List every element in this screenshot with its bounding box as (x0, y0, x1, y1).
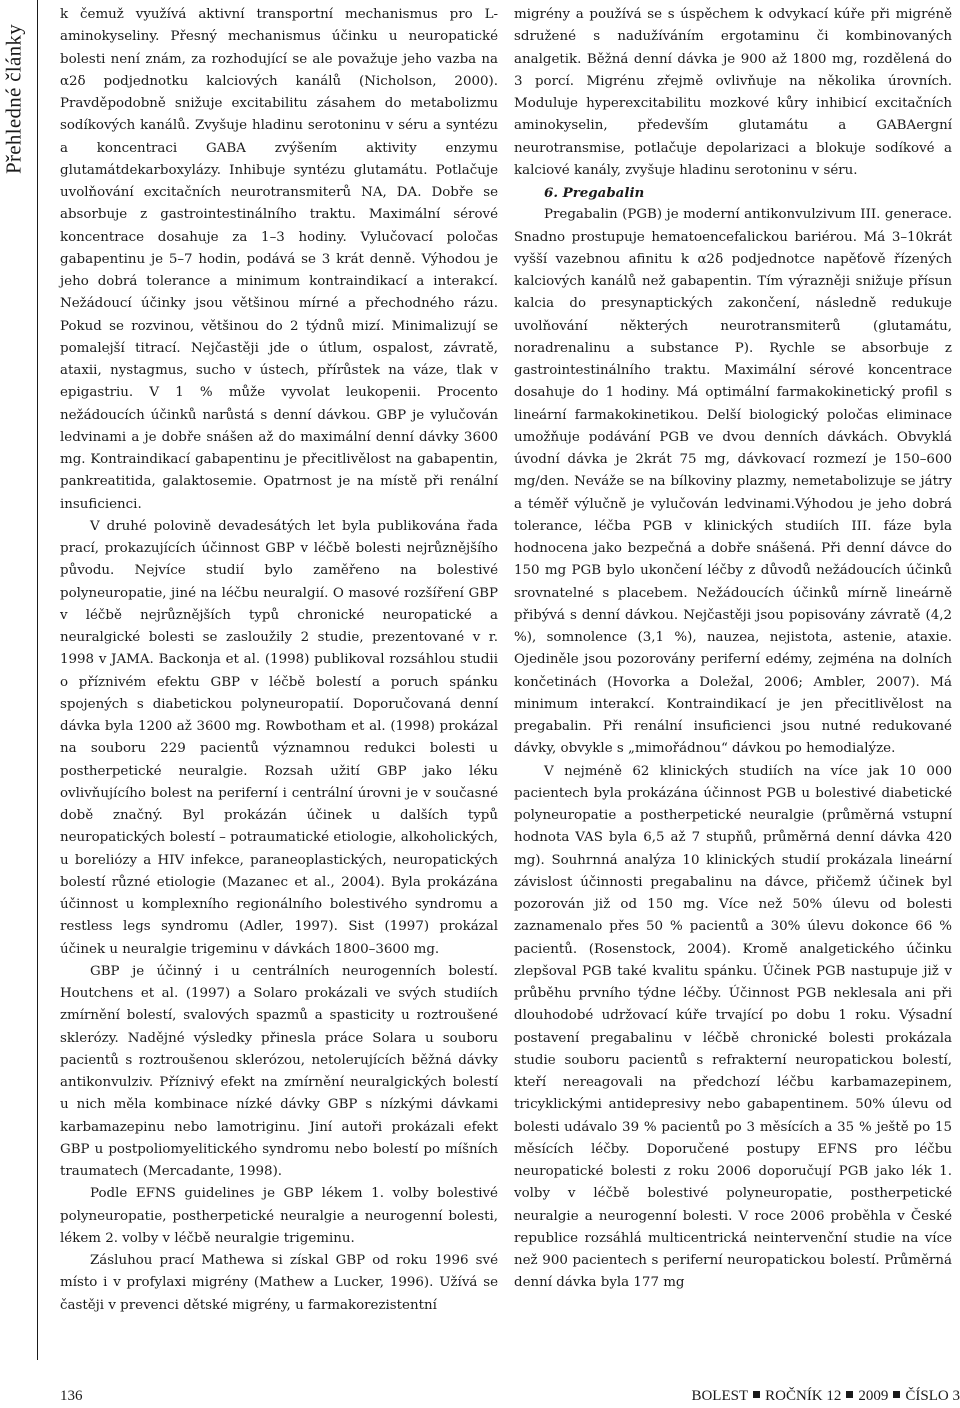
journal-year: 2009 (858, 1388, 889, 1404)
separator-square-icon (893, 1391, 900, 1398)
left-paragraph-5: Zásluhou prací Mathewa si získal GBP od roku 1996 své místo i v profylaxi migrény (Mathew a Lucker, 1996). Užívá se častěji v prevenci dětské migrény, u farmakorezistentní (60, 1253, 498, 1313)
journal-name: BOLEST (691, 1388, 749, 1404)
separator-square-icon (753, 1391, 760, 1398)
left-paragraph-3: GBP je účinný i u centrálních neurogenních bolestí. Houtchens et al. (1997) a Solaro prokázali ve svých studiích zmírnění bolestí, svalových spazmů a spasticity u roztroušené sklerózy. Nadějné výsledky přinesla práce Solara u souboru pacientů s roztroušenou sklerózou, netolerujících běžná dávky antikonvulziv. Příznivý efekt na zmírnění neuralgických bolestí u nich měla kombinace nízké dávky GBP s nízkými dávkami karbamazepinu nebo lamotriginu. Jiní autoři prokázali efekt GBP u postpoliomyelitického syndromu nebo bolestí po míšních traumatech (Mercadante, 1998). (60, 963, 498, 1179)
section-tab (0, 0, 28, 198)
section-tab-label: Přehledné články (1, 24, 26, 174)
section-divider-line (37, 0, 38, 1360)
right-intro-paragraph: migrény a používá se s úspěchem k odvykací kúře při migréně sdružené s nadužíváním ergotaminu či kombinovaných analgetik. Běžná denní dávka je 900 až 1800 mg, rozdělená do 3 porcí. Migrénu zřejmě ovlivňuje na několika úrovních. Moduluje hyperexcitabilitu mozkové kůry inhibicí excitačních aminokyselin, především glutamátu a GABAergní neurotransmise, potlačuje depolarizaci a blokuje sodíkové a kalciové kanály, zvyšuje hladinu serotoninu v séru. (514, 7, 952, 178)
journal-footer (691, 1388, 960, 1405)
left-column (60, 4, 498, 1317)
right-column (514, 4, 952, 1295)
left-paragraph-1: k čemuž využívá aktivní transportní mechanismus pro L-aminokyseliny. Přesný mechanismus účinku u neuropatické bolesti není znám, za rozhodující se ale považuje jeho vazba na α2δ podjednotku kalciových kanálů (Nicholson, 2000). Pravděpodobně snižuje excitabilitu zásahem do metabolizmu sodíkových kanálů. Zvyšuje hladinu serotoninu v séru a syntézu a koncentraci GABA zvýšením aktivity enzymu glutamátdekarboxylázy. Inhibuje syntézu glutamátu. Potlačuje uvolňování excitačních neurotransmiterů NA, DA. Dobře se absorbuje z gastrointestinálního traktu. Maximální sérové koncentrace dosahuje za 1–3 hodiny. Vylučovací poločas gabapentinu je 5–7 hodin, podává se 3 krát denně. Výhodou je jeho dobrá tolerance a minimum kontraindikací a interakcí. Nežádoucí účinky jsou většinou mírné a přechodného rázu. Pokud se rozvinou, většinou do 2 týdnů mizí. Minimalizují se pomalejší titrací. Nejčastěji jde o útlum, ospalost, závratě, ataxii, nystagmus, sucho v ústech, přírůstek na váze, tlak v epigastriu. V 1 % může vyvolat leukopenii. Procento nežádoucích účinků narůstá s denní dávkou. GBP je vylučován ledvinami a je dobře snášen až do maximální denní dávky 3600 mg. Kontraindikací gabapentinu je přecitlivělost na gabapentin, pankreatitida, galaktosemie. Opatrnost je na místě při renální insuficienci. (60, 7, 498, 512)
page-number: 136 (60, 1388, 83, 1404)
left-paragraph-4: Podle EFNS guidelines je GBP lékem 1. volby bolestivé polyneuropatie, postherpetické neuralgie a neurogenní bolesti, lékem 2. volby v léčbě neuralgie trigeminu. (60, 1186, 498, 1246)
journal-issue: ČÍSLO 3 (905, 1388, 960, 1404)
right-paragraph-2: V nejméně 62 klinických studiích na více jak 10 000 pacientech byla prokázána účinnost PGB u bolestivé diabetické polyneuropatie a postherpetické neuralgie (průměrná vstupní hodnota VAS byla 6,5 až 7 stupňů, průměrná denní dávka 420 mg). Souhrnná analýza 10 klinických studií prokázala lineární závislost účinnosti pregabalinu na dávce, přičemž účinek byl pozorován již od 150 mg. Více než 50% úlevu od bolesti zaznamenalo přes 50 % pacientů a 30% úlevu dokonce 66 % pacientů. (Rosenstock, 2004). Kromě analgetického účinku zlepšoval PGB také kvalitu spánku. Účinek PGB nastupuje již v průběhu prvního týdne léčby. Účinnost PGB neklesala ani při dlouhodobé udržovací kúře trvající po dobu 1 roku. Výsadní postavení pregabalinu v léčbě chronické bolesti prokázala studie souboru pacientů s refrakterní neuropatickou bolestí, kteří nereagovali na předchozí léčbu karbamazepinem, tricyklickými antidepresivy nebo gabapentinem. 50% úlevu od bolesti udávalo 39 % pacientů po 3 měsících a 35 % ještě po 15 měsících léčby. Doporučené postupy EFNS pro léčbu neuropatické bolesti z roku 2006 doporučují PGB jako lék 1. volby v léčbě bolestivé polyneuropatie, postherpetické neuralgie a neurogenní bolesti. V roce 2006 proběhla v České republice rozsáhlá multicentrická neintervenční studie na více než 900 pacientech s periferní neuropatickou bolestí. Průměrná denní dávka byla 177 mg (514, 763, 952, 1291)
journal-volume: ROČNÍK 12 (765, 1388, 842, 1404)
section-heading-pregabalin: 6. Pregabalin (544, 185, 645, 201)
right-paragraph-1: Pregabalin (PGB) je moderní antikonvulzivum III. generace. Snadno prostupuje hematoencefalickou bariérou. Má 3–10krát vyšší vazebnou afinitu k α2δ podjednotce napěťově řízených kalciových kanálů než gabapentin. Tím výrazněji snižuje přísun kalcia do presynaptických zakončení, následně redukuje uvolňování některých neurotransmiterů (glutamátu, noradrenalinu a substance P). Rychle se absorbuje z gastrointestinálního traktu. Maximální sérové koncentrace dosahuje do 1 hodiny. Má optimální farmakokinetický profil s lineární farmakokinetikou. Delší biologický poločas eliminace umožňuje podávání PGB ve dvou denních dávkách. Obvyklá úvodní dávka je 2krát 75 mg, dávkovací rozmezí je 150–600 mg/den. Neváže se na bílkoviny plazmy, nemetabolizuje se játry a téměř výlučně je vylučován ledvinami.Výhodou je jeho dobrá tolerance, léčba PGB v klinických studiích III. fáze byla hodnocena jako bezpečná a dobře snášená. Při denní dávce do 150 mg PGB bylo ukončení léčby z důvodů nežádoucích účinků srovnatelné s placebem. Nežádoucích účinků mírně lineárně přibývá s denní dávkou. Nejčastěji jsou popisovány závratě (4,2 %), somnolence (3,1 %), nauzea, nejistota, astenie, ataxie. Ojediněle jsou pozorovány periferní edémy, zejména na dolních končetinách (Hovorka a Doležal, 2006; Ambler, 2007). Má minimum interakcí. Kontraindikací je jen přecitlivělost na pregabalin. Při renální insuficienci jsou nutné redukované dávky, obvykle s „mimořádnou“ dávkou po hemodialýze. (514, 207, 952, 757)
left-paragraph-2: V druhé polovině devadesátých let byla publikována řada prací, prokazujících účinnost GBP v léčbě bolesti nejrůznějšího původu. Nejvíce studií bylo zaměřeno na bolestivé polyneuropatie, jiné na léčbu neuralgií. O masové rozšíření GBP v léčbě nejrůznějších typů chronické neuropatické a neuralgické bolesti se zasloužily 2 studie, prezentované v r. 1998 v JAMA. Backonja et al. (1998) publikoval rozsáhlou studii o příznivém efektu GBP v léčbě bolestí a poruch spánku spojených s diabetickou polyneuropatií. Doporučovaná denní dávka byla 1200 až 3600 mg. Rowbotham et al. (1998) prokázal na souboru 229 pacientů významnou redukci bolesti u postherpetické neuralgie. Rozsah užití GBP jako léku ovlivňujícího bolest na periferní i centrální úrovni je v současné době značný. Byl prokázán účinek u dalších typů neuropatických bolestí – potraumatické etiologie, alkoholických, u boreliózy a HIV infekce, paraneoplastických, neuropatických bolestí různé etiologie (Mazanec et al., 2004). Byla prokázána účinnost u komplexního regionálního bolestivého syndromu a restless legs syndromu (Adler, 1997). Sist (1997) prokázal účinek u neuralgie trigeminu v dávkách 1800–3600 mg. (60, 518, 498, 957)
separator-square-icon (846, 1391, 853, 1398)
